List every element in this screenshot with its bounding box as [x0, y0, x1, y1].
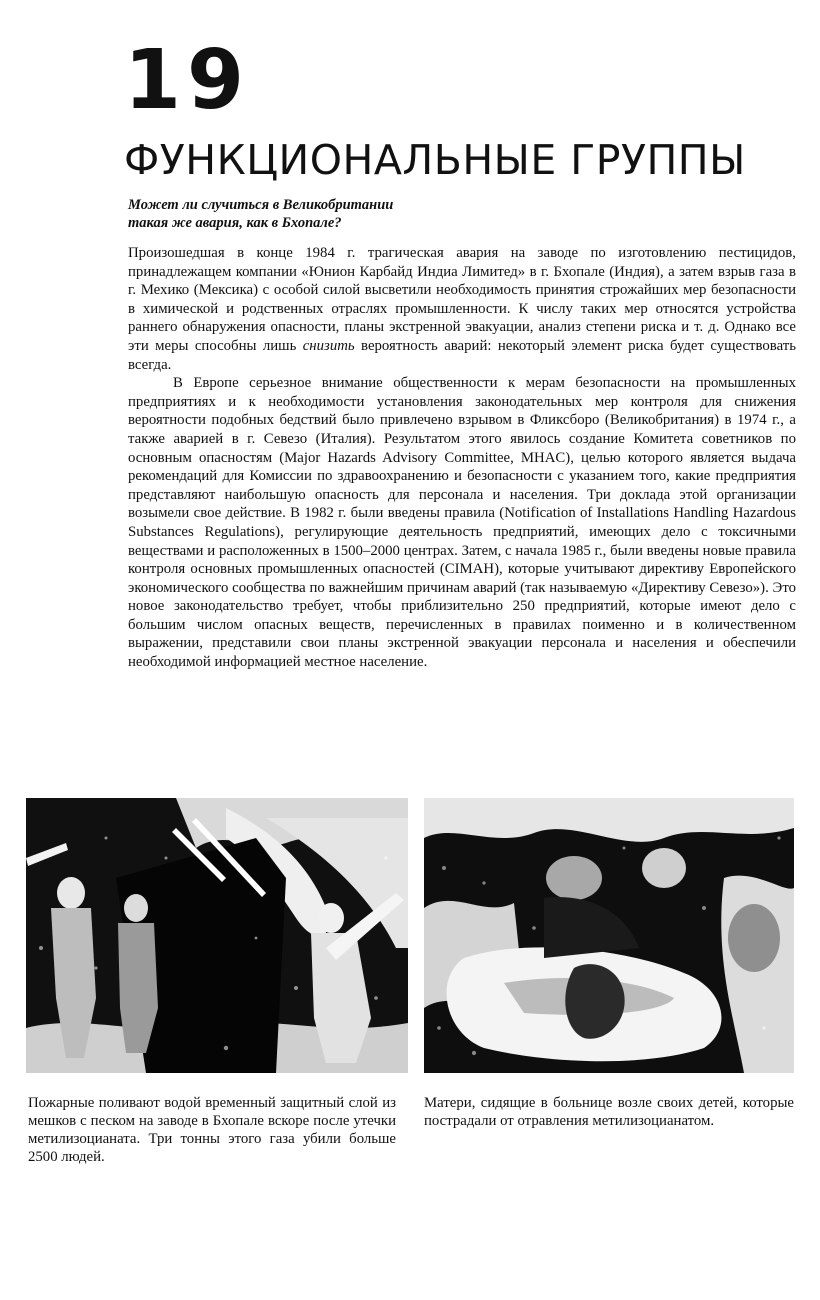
subtitle-line-2: такая же авария, как в Бхопале?	[128, 215, 342, 231]
paragraph-1-start: Произошедшая в конце 1984 г. трагическая авария на заводе по изготовлению пестицидов, принадлежащем компании «Юнион Карбайд Индиа Лимитед» в г. Бхопале (Индия), а затем взрыв газа в г. Мехико (Мексика) с особой силой высветили необходимость принятия строжайших мер безопасности в химической и родственных отраслях промышленности. К числу таких мер относятся устройства раннего обнаружения опасности, планы экстренной эвакуации, анализ степени риска и т. д. Однако все эти меры способны лишь	[128, 245, 796, 354]
chapter-title: ФУНКЦИОНАЛЬНЫЕ ГРУППЫ	[124, 136, 746, 184]
photo-firefighters-graphic	[26, 798, 408, 1073]
photo-hospital	[424, 798, 794, 1073]
caption-left: Пожарные поливают водой временный защитный слой из мешков с песком на заводе в Бхопале вскоре после утечки метилизоцианата. Три тонны этого газа убили больше 2500 людей.	[28, 1095, 396, 1165]
section-subtitle	[128, 196, 488, 232]
photo-hospital-graphic	[424, 798, 794, 1073]
chapter-number: 19	[124, 33, 251, 128]
photo-firefighters	[26, 798, 408, 1073]
caption-right: Матери, сидящие в больнице возле своих детей, которые пострадали от отравления метилизоцианатом.	[424, 1095, 794, 1129]
subtitle-line-1: Может ли случиться в Великобритании	[128, 197, 394, 213]
paragraph-1	[128, 244, 796, 374]
body-text	[128, 244, 796, 672]
paragraph-1-emphasis: снизить	[302, 337, 355, 354]
paragraph-2: В Европе серьезное внимание общественности к мерам безопасности на промышленных предприятиях и к необходимости установления законодательных мер контроля для снижения вероятности подобных бедствий было привлечено взрывом в Фликсборо (Великобритания) в 1974 г., а также аварией в г. Севезо (Италия). Результатом этого явилось создание Комитета советников по основным опасностям (Major Hazards Advisory Committee, MHAC), целью которого является выдача рекомендаций для Комиссии по здравоохранению и безопасности с указанием того, какие предприятия представляют наибольшую опасность для персонала и населения. Три доклада этой организации возымели свое действие. В 1982 г. были введены правила (Notification of Installations Handling Hazardous Substances Regulations), регулирующие деятельность предприятий, имеющих дело с токсичными веществами и расположенных в 1500–2000 центрах. Затем, с начала 1985 г., были введены новые правила контроля основных промышленных опасностей (CIMAH), которые учитывают директиву Европейского экономического сообщества по важнейшим причинам аварий (так называемую «Директиву Севезо»). Это новое законодательство требует, чтобы приблизительно 250 предприятий, которые имеют дело с большим числом опасных веществ, перечисленных в правилах поименно и в количественном выражении, представили свои планы экстренной эвакуации персонала и населения и обеспечили необходимой информацией местное население.	[128, 375, 796, 671]
paragraph-1-end: вероятность аварий: некоторый элемент риска будет существовать всегда.	[128, 337, 796, 373]
